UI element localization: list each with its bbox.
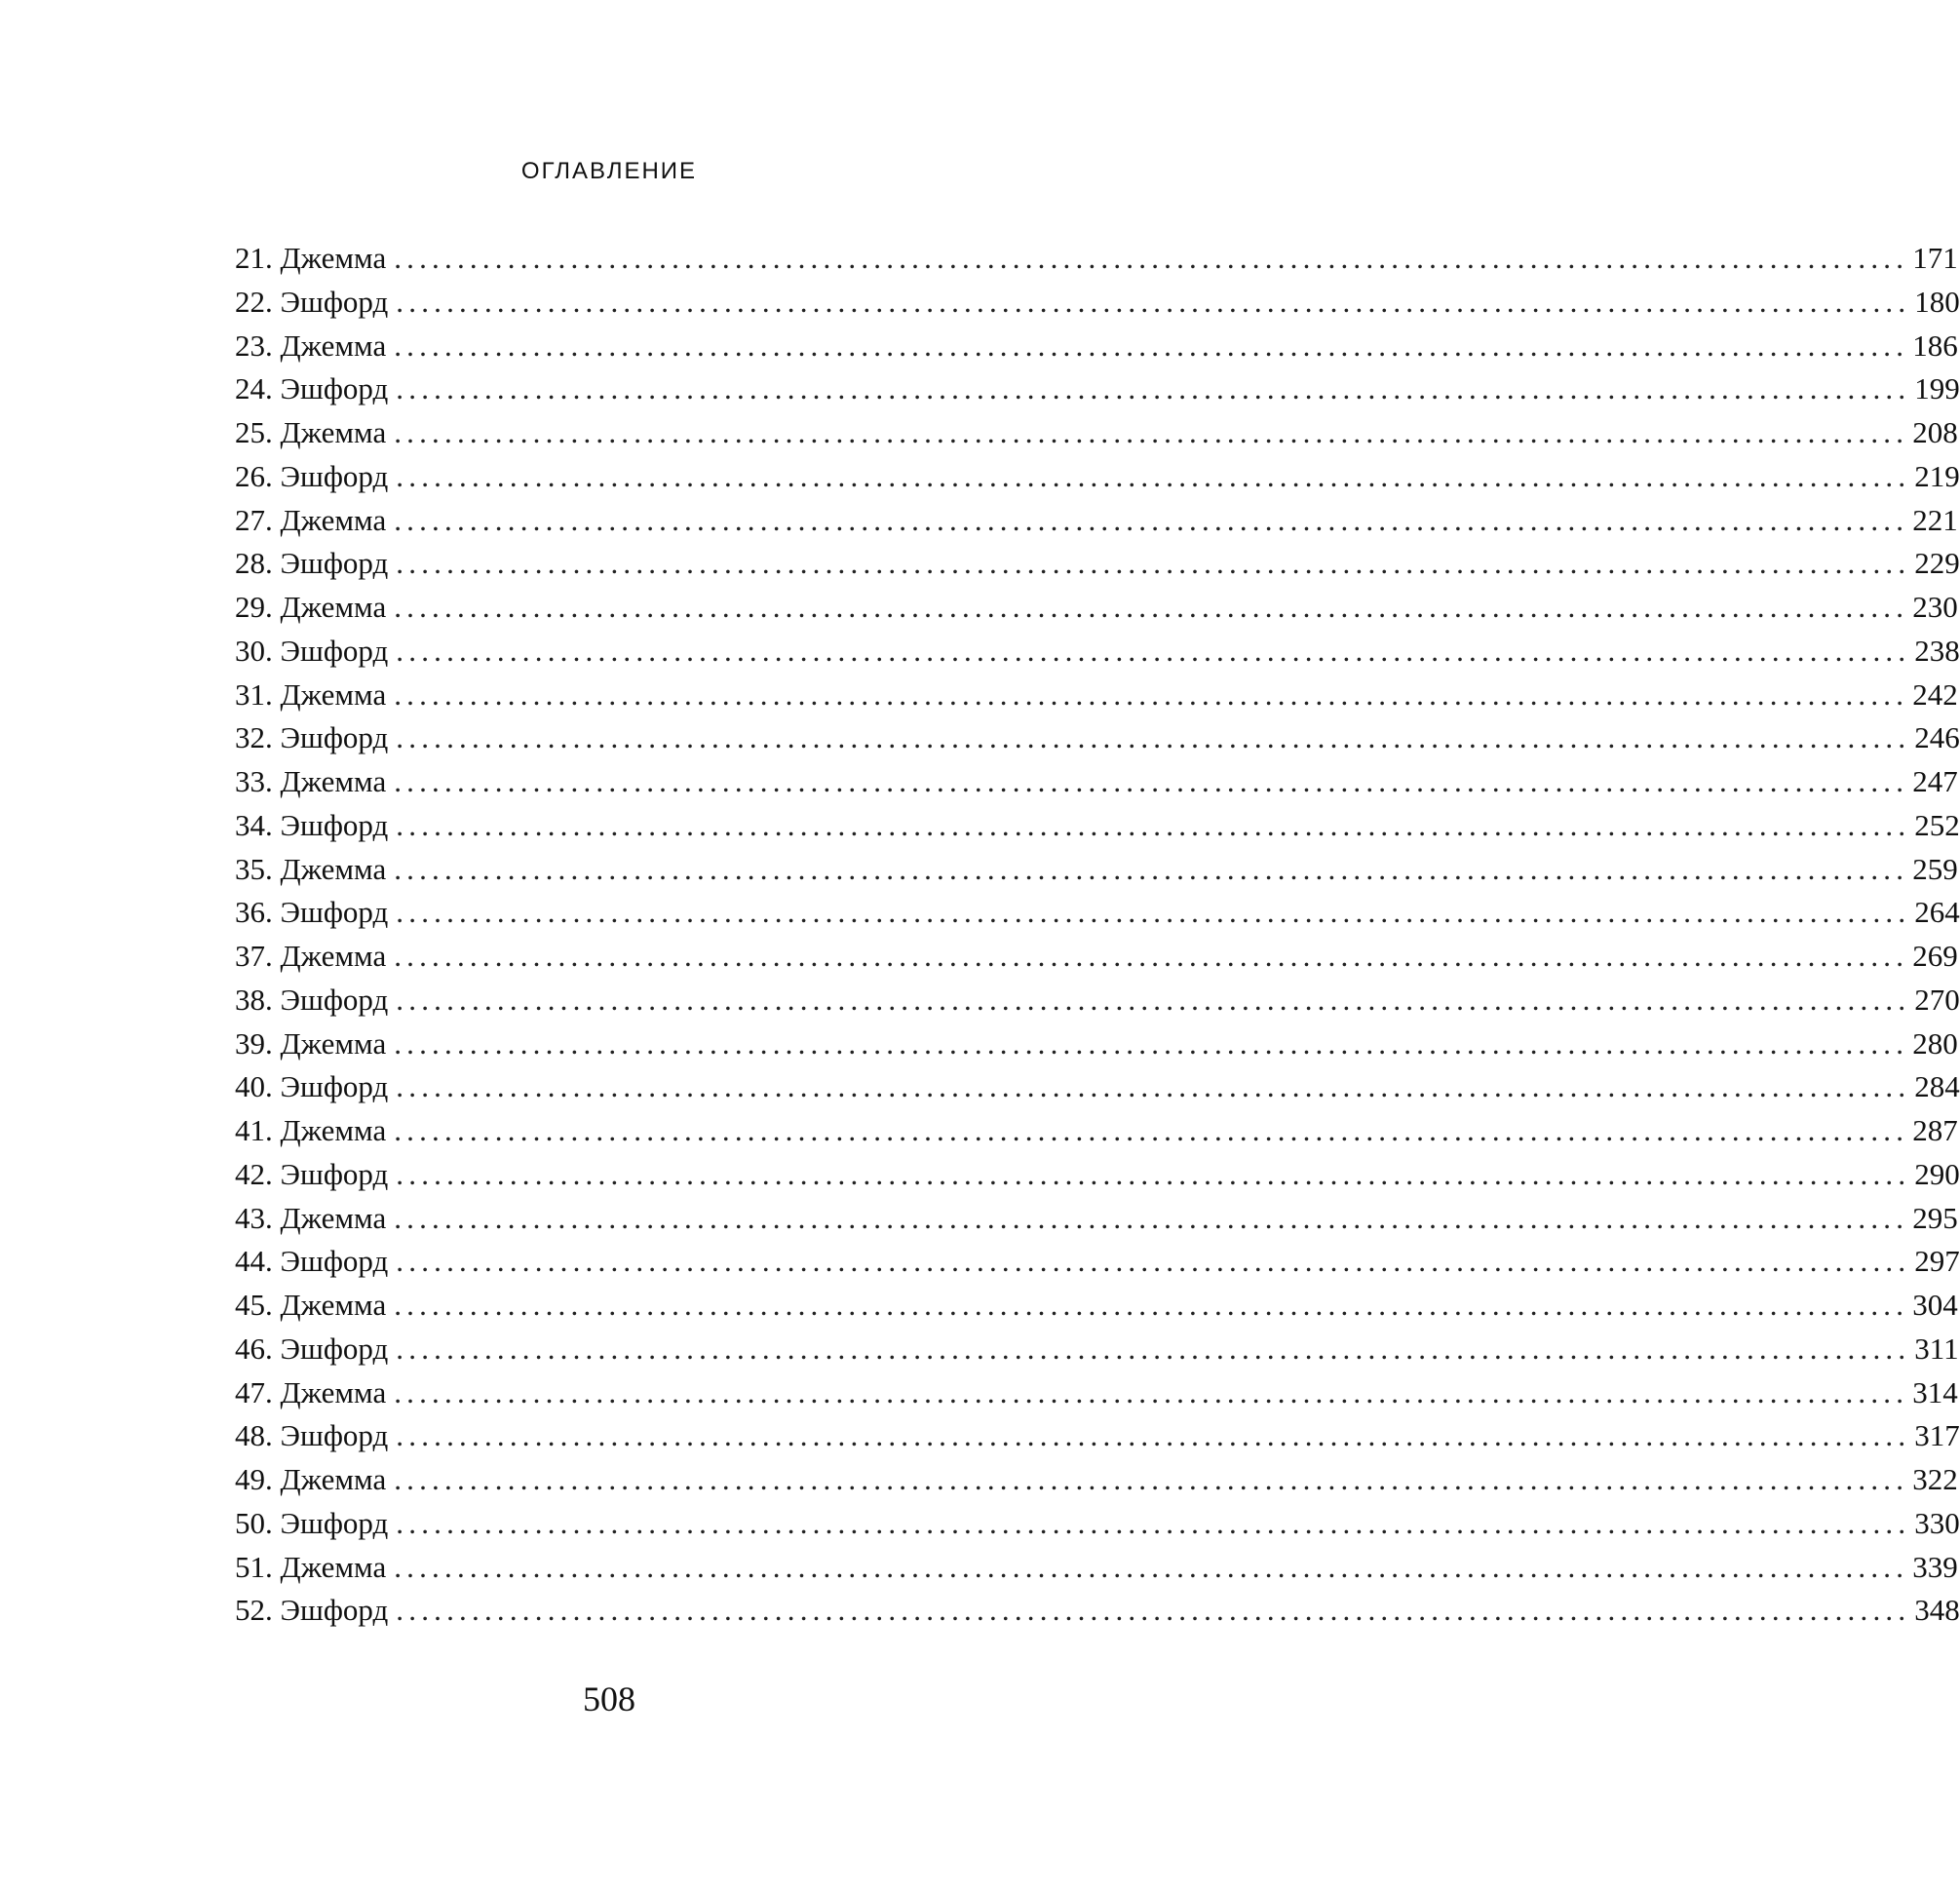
toc-entry-title: 41. Джемма [235, 1113, 387, 1147]
toc-entry-page: 290 [1914, 1156, 1960, 1191]
toc-entry-title: 22. Эшфорд [235, 284, 389, 319]
toc-entry-title: 36. Эшфорд [235, 895, 389, 930]
dot-leader: ........................................................................................................................ [396, 1331, 1911, 1366]
dot-leader: ........................................................................................................................ [394, 851, 1909, 886]
toc-entry-page: 199 [1914, 371, 1960, 406]
toc-entry-page: 180 [1914, 284, 1960, 319]
dot-leader: ........................................................................................................................ [396, 982, 1911, 1017]
toc-entry-page: 246 [1914, 720, 1960, 755]
toc-entry [235, 542, 1960, 586]
dot-leader: ........................................................................................................................ [396, 371, 1911, 406]
toc-entry [235, 1414, 1960, 1458]
toc-entry-title: 42. Эшфорд [235, 1156, 389, 1191]
toc-entry-title: 48. Эшфорд [235, 1418, 389, 1453]
toc-entry [235, 848, 1958, 892]
dot-leader: ........................................................................................................................ [394, 764, 1909, 798]
toc-entry [235, 1502, 1960, 1546]
toc-entry [235, 455, 1960, 499]
toc-entry-page: 221 [1912, 502, 1958, 537]
dot-leader: ........................................................................................................................ [394, 1113, 1909, 1147]
dot-leader: ........................................................................................................................ [396, 1593, 1911, 1628]
toc-entry-title: 32. Эшфорд [235, 720, 389, 755]
toc-entry-title: 23. Джемма [235, 328, 387, 363]
toc-entry-page: 287 [1912, 1113, 1958, 1147]
toc-entry [235, 1065, 1960, 1109]
toc-entry-title: 27. Джемма [235, 502, 387, 537]
toc-entry-title: 28. Эшфорд [235, 546, 389, 581]
dot-leader: ........................................................................................................................ [396, 546, 1911, 581]
toc-entry [235, 367, 1960, 411]
toc-entry-page: 284 [1914, 1069, 1960, 1104]
toc-entry [235, 1197, 1958, 1241]
page-number: 508 [583, 1679, 635, 1718]
toc-entry-title: 37. Джемма [235, 939, 387, 973]
toc-entry-page: 229 [1914, 546, 1960, 581]
toc-entry-title: 26. Эшфорд [235, 458, 389, 493]
toc-entry-page: 304 [1912, 1288, 1958, 1322]
dot-leader: ........................................................................................................................ [396, 1069, 1911, 1104]
dot-leader: ........................................................................................................................ [394, 676, 1909, 712]
toc-entry-title: 51. Джемма [235, 1549, 387, 1584]
toc-entry [235, 1284, 1958, 1328]
toc-entry-page: 219 [1914, 458, 1960, 493]
dot-leader: ........................................................................................................................ [396, 284, 1911, 319]
toc-entry-page: 186 [1912, 328, 1958, 363]
toc-entry [235, 1240, 1960, 1284]
toc-entry-page: 295 [1912, 1200, 1958, 1235]
dot-leader: ........................................................................................................................ [394, 1549, 1909, 1584]
toc-entry-title: 25. Джемма [235, 415, 387, 449]
toc-entry-title: 47. Джемма [235, 1374, 387, 1409]
toc-entry [235, 325, 1958, 368]
dot-leader: ........................................................................................................................ [394, 328, 1909, 363]
toc-entry [235, 1589, 1960, 1633]
toc-entry-page: 348 [1914, 1593, 1960, 1628]
dot-leader: ........................................................................................................................ [394, 1462, 1909, 1496]
toc-entry-page: 208 [1912, 415, 1958, 449]
toc-entry-page: 314 [1912, 1374, 1958, 1409]
toc-entry [235, 1371, 1958, 1415]
toc-entry-title: 29. Джемма [235, 590, 387, 624]
toc-entry [235, 716, 1960, 760]
toc-entry-page: 242 [1912, 676, 1958, 712]
dot-leader: ........................................................................................................................ [396, 633, 1911, 668]
dot-leader: ........................................................................................................................ [396, 1505, 1911, 1540]
dot-leader: ........................................................................................................................ [396, 1244, 1911, 1279]
toc-entry [235, 760, 1958, 804]
dot-leader: ........................................................................................................................ [394, 939, 1909, 973]
toc-entry-title: 33. Джемма [235, 764, 387, 798]
table-of-contents [235, 237, 1960, 1633]
dot-leader: ........................................................................................................................ [394, 1200, 1909, 1235]
toc-entry-page: 339 [1912, 1549, 1958, 1584]
toc-entry-page: 311 [1914, 1331, 1959, 1366]
toc-entry-title: 45. Джемма [235, 1288, 387, 1322]
dot-leader: ........................................................................................................................ [394, 590, 1909, 624]
dot-leader: ........................................................................................................................ [396, 1156, 1911, 1191]
toc-entry-page: 238 [1914, 633, 1960, 668]
toc-entry-page: 252 [1914, 807, 1960, 842]
toc-entry [235, 891, 1960, 935]
dot-leader: ........................................................................................................................ [396, 1418, 1911, 1453]
toc-entry [235, 237, 1958, 281]
toc-entry [235, 281, 1960, 325]
running-header: ОГЛАВЛЕНИЕ [520, 158, 698, 184]
toc-entry-title: 34. Эшфорд [235, 807, 389, 842]
toc-entry-title: 24. Эшфорд [235, 371, 389, 406]
toc-entry [235, 411, 1958, 455]
toc-entry [235, 630, 1960, 674]
toc-entry-page: 230 [1912, 590, 1958, 624]
toc-entry-title: 31. Джемма [235, 676, 387, 712]
toc-entry [235, 674, 1958, 717]
dot-leader: ........................................................................................................................ [394, 502, 1909, 537]
toc-entry-title: 39. Джемма [235, 1025, 387, 1061]
toc-entry-title: 40. Эшфорд [235, 1069, 389, 1104]
toc-entry-title: 38. Эшфорд [235, 982, 389, 1017]
toc-entry [235, 979, 1960, 1023]
toc-entry-page: 259 [1912, 851, 1958, 886]
toc-entry [235, 935, 1958, 979]
toc-entry [235, 586, 1958, 630]
toc-entry-page: 264 [1914, 895, 1960, 930]
dot-leader: ........................................................................................................................ [394, 1025, 1909, 1061]
toc-entry-page: 297 [1914, 1244, 1960, 1279]
toc-entry [235, 1109, 1958, 1153]
toc-entry [235, 1458, 1958, 1502]
toc-entry-title: 30. Эшфорд [235, 633, 389, 668]
toc-entry-page: 270 [1914, 982, 1960, 1017]
toc-entry-title: 43. Джемма [235, 1200, 387, 1235]
dot-leader: ........................................................................................................................ [396, 895, 1911, 930]
toc-entry [235, 1546, 1958, 1590]
toc-entry [235, 1328, 1959, 1371]
dot-leader: ........................................................................................................................ [394, 415, 1909, 449]
toc-entry-page: 330 [1914, 1505, 1960, 1540]
toc-entry-title: 52. Эшфорд [235, 1593, 389, 1628]
dot-leader: ........................................................................................................................ [396, 458, 1911, 493]
dot-leader: ........................................................................................................................ [396, 720, 1911, 755]
toc-entry-page: 247 [1912, 764, 1958, 798]
toc-entry-title: 50. Эшфорд [235, 1505, 389, 1540]
toc-entry-page: 171 [1912, 241, 1958, 275]
toc-entry-title: 46. Эшфорд [235, 1331, 389, 1366]
toc-entry-title: 44. Эшфорд [235, 1244, 389, 1279]
dot-leader: ........................................................................................................................ [394, 1288, 1909, 1322]
toc-entry-title: 35. Джемма [235, 851, 387, 886]
toc-entry-page: 280 [1912, 1025, 1958, 1061]
toc-entry-page: 269 [1912, 939, 1958, 973]
toc-entry-page: 322 [1912, 1462, 1958, 1496]
toc-entry [235, 804, 1960, 848]
toc-entry [235, 1153, 1960, 1197]
dot-leader: ........................................................................................................................ [394, 241, 1909, 275]
toc-entry [235, 499, 1958, 543]
toc-entry-title: 49. Джемма [235, 1462, 387, 1496]
toc-entry-title: 21. Джемма [235, 241, 387, 275]
dot-leader: ........................................................................................................................ [396, 807, 1911, 842]
dot-leader: ........................................................................................................................ [394, 1374, 1909, 1409]
toc-entry [235, 1023, 1958, 1066]
toc-entry-page: 317 [1914, 1418, 1960, 1453]
